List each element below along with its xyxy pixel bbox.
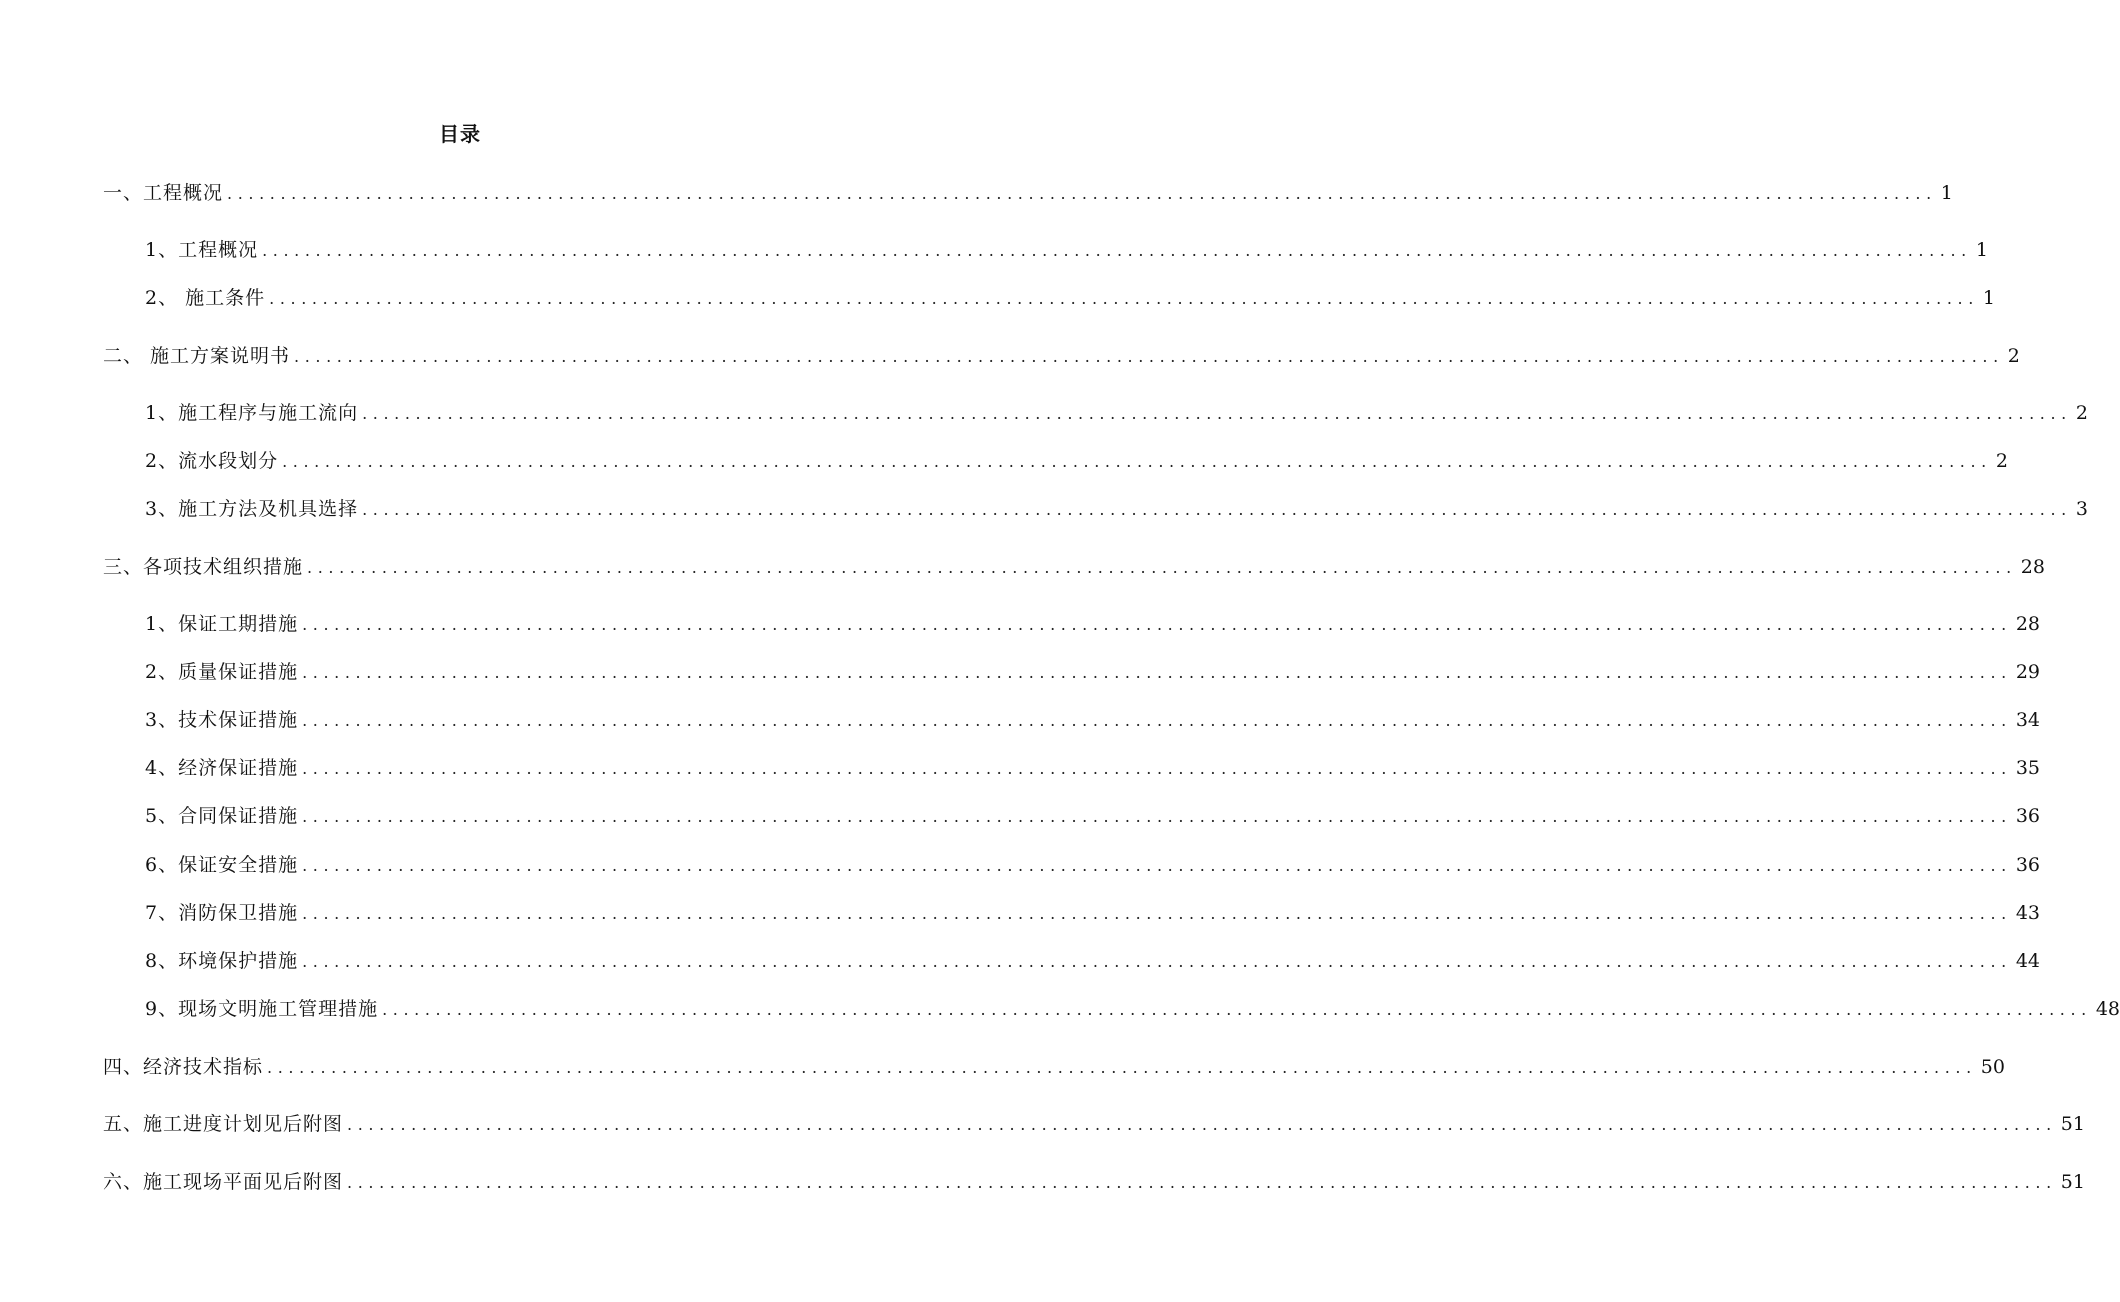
toc-entry-page: 51 <box>2060 1171 2085 1193</box>
dot-leader: ................................................................................................................................................................ <box>382 1000 2092 1019</box>
dot-leader: ................................................................................................................................................................ <box>347 1115 2057 1134</box>
dot-leader: ................................................................................................................................................................ <box>269 289 1979 308</box>
toc-entry-page: 44 <box>2015 950 2041 972</box>
toc-entry-label: 2、 施工条件 <box>145 287 266 309</box>
toc-entry-label: 1、工程概况 <box>145 239 259 261</box>
toc-entry[interactable] <box>103 343 2020 370</box>
toc-entry-page: 43 <box>2015 902 2041 924</box>
toc-entry-label: 四、经济技术指标 <box>103 1056 264 1078</box>
toc-entry-page: 28 <box>2020 556 2045 578</box>
dot-leader: ................................................................................................................................................................ <box>262 241 1972 260</box>
toc-entry[interactable] <box>145 852 2041 879</box>
toc-entry[interactable] <box>145 707 2041 734</box>
toc-entry[interactable] <box>145 659 2041 686</box>
dot-leader: ................................................................................................................................................................ <box>302 711 2012 730</box>
toc-entry-label: 1、施工程序与施工流向 <box>145 402 359 424</box>
toc-entry[interactable] <box>145 448 2008 475</box>
toc-entry-label: 五、施工进度计划见后附图 <box>103 1113 344 1135</box>
dot-leader: ................................................................................................................................................................ <box>282 452 1992 471</box>
toc-entry-page: 1 <box>1982 287 1995 309</box>
toc-entry-page: 2 <box>1995 450 2008 472</box>
dot-leader: ................................................................................................................................................................ <box>302 952 2012 971</box>
dot-leader: ................................................................................................................................................................ <box>302 615 2012 634</box>
toc-entry-page: 2 <box>2075 402 2088 424</box>
toc-entry[interactable] <box>145 400 2088 427</box>
toc-entry-page: 1 <box>1975 239 1988 261</box>
dot-leader: ................................................................................................................................................................ <box>362 404 2072 423</box>
toc-entry-page: 36 <box>2015 854 2041 876</box>
toc-entry-page: 28 <box>2015 613 2041 635</box>
toc-entry[interactable] <box>103 1054 2005 1081</box>
toc-entry-page: 36 <box>2015 805 2041 827</box>
dot-leader: ................................................................................................................................................................ <box>294 347 2004 366</box>
toc-entry-label: 六、施工现场平面见后附图 <box>103 1171 344 1193</box>
toc-entry-page: 3 <box>2075 498 2088 520</box>
toc-entry-page: 48 <box>2095 998 2120 1020</box>
toc-entry-label: 8、环境保护措施 <box>145 950 299 972</box>
toc-entry-page: 1 <box>1940 182 1953 204</box>
toc-entry[interactable] <box>145 611 2041 638</box>
toc-title: 目录 <box>439 122 481 146</box>
dot-leader: ................................................................................................................................................................ <box>347 1173 2057 1192</box>
toc-entry[interactable] <box>103 1111 2085 1138</box>
toc-entry-label: 一、工程概况 <box>103 182 224 204</box>
toc-entry[interactable] <box>145 803 2041 830</box>
toc-entry-page: 51 <box>2060 1113 2085 1135</box>
toc-entry-label: 5、合同保证措施 <box>145 805 299 827</box>
toc-entry-label: 2、流水段划分 <box>145 450 279 472</box>
toc-entry[interactable] <box>145 237 1988 264</box>
toc-entry-label: 4、经济保证措施 <box>145 757 299 779</box>
toc-entry[interactable] <box>145 496 2088 523</box>
dot-leader: ................................................................................................................................................................ <box>302 759 2012 778</box>
dot-leader: ................................................................................................................................................................ <box>302 807 2012 826</box>
toc-entry-page: 50 <box>1980 1056 2005 1078</box>
toc-entry-label: 2、质量保证措施 <box>145 661 299 683</box>
dot-leader: ................................................................................................................................................................ <box>362 500 2072 519</box>
toc-entry[interactable] <box>145 285 1995 312</box>
toc-entry-page: 35 <box>2015 757 2041 779</box>
toc-entry[interactable] <box>145 900 2041 927</box>
toc-entry[interactable] <box>103 554 2045 581</box>
toc-entry-label: 9、现场文明施工管理措施 <box>145 998 379 1020</box>
toc-entry-label: 1、保证工期措施 <box>145 613 299 635</box>
toc-entry-label: 3、施工方法及机具选择 <box>145 498 359 520</box>
toc-entry-label: 3、技术保证措施 <box>145 709 299 731</box>
toc-entry[interactable] <box>103 1169 2085 1196</box>
dot-leader: ................................................................................................................................................................ <box>307 558 2017 577</box>
dot-leader: ................................................................................................................................................................ <box>302 904 2012 923</box>
toc-entry-label: 二、 施工方案说明书 <box>103 345 291 367</box>
dot-leader: ................................................................................................................................................................ <box>267 1058 1977 1077</box>
toc-entry-page: 2 <box>2007 345 2020 367</box>
toc-entry-page: 34 <box>2015 709 2041 731</box>
toc-entry[interactable] <box>145 996 2120 1023</box>
toc-entry-page: 29 <box>2015 661 2041 683</box>
dot-leader: ................................................................................................................................................................ <box>302 856 2012 875</box>
toc-entry[interactable] <box>145 755 2041 782</box>
toc-entry[interactable] <box>103 180 1953 207</box>
toc-entry-label: 7、消防保卫措施 <box>145 902 299 924</box>
toc-entry[interactable] <box>145 948 2041 975</box>
dot-leader: ................................................................................................................................................................ <box>302 663 2012 682</box>
dot-leader: ................................................................................................................................................................ <box>227 184 1937 203</box>
toc-entry-label: 三、各项技术组织措施 <box>103 556 304 578</box>
toc-entry-label: 6、保证安全措施 <box>145 854 299 876</box>
